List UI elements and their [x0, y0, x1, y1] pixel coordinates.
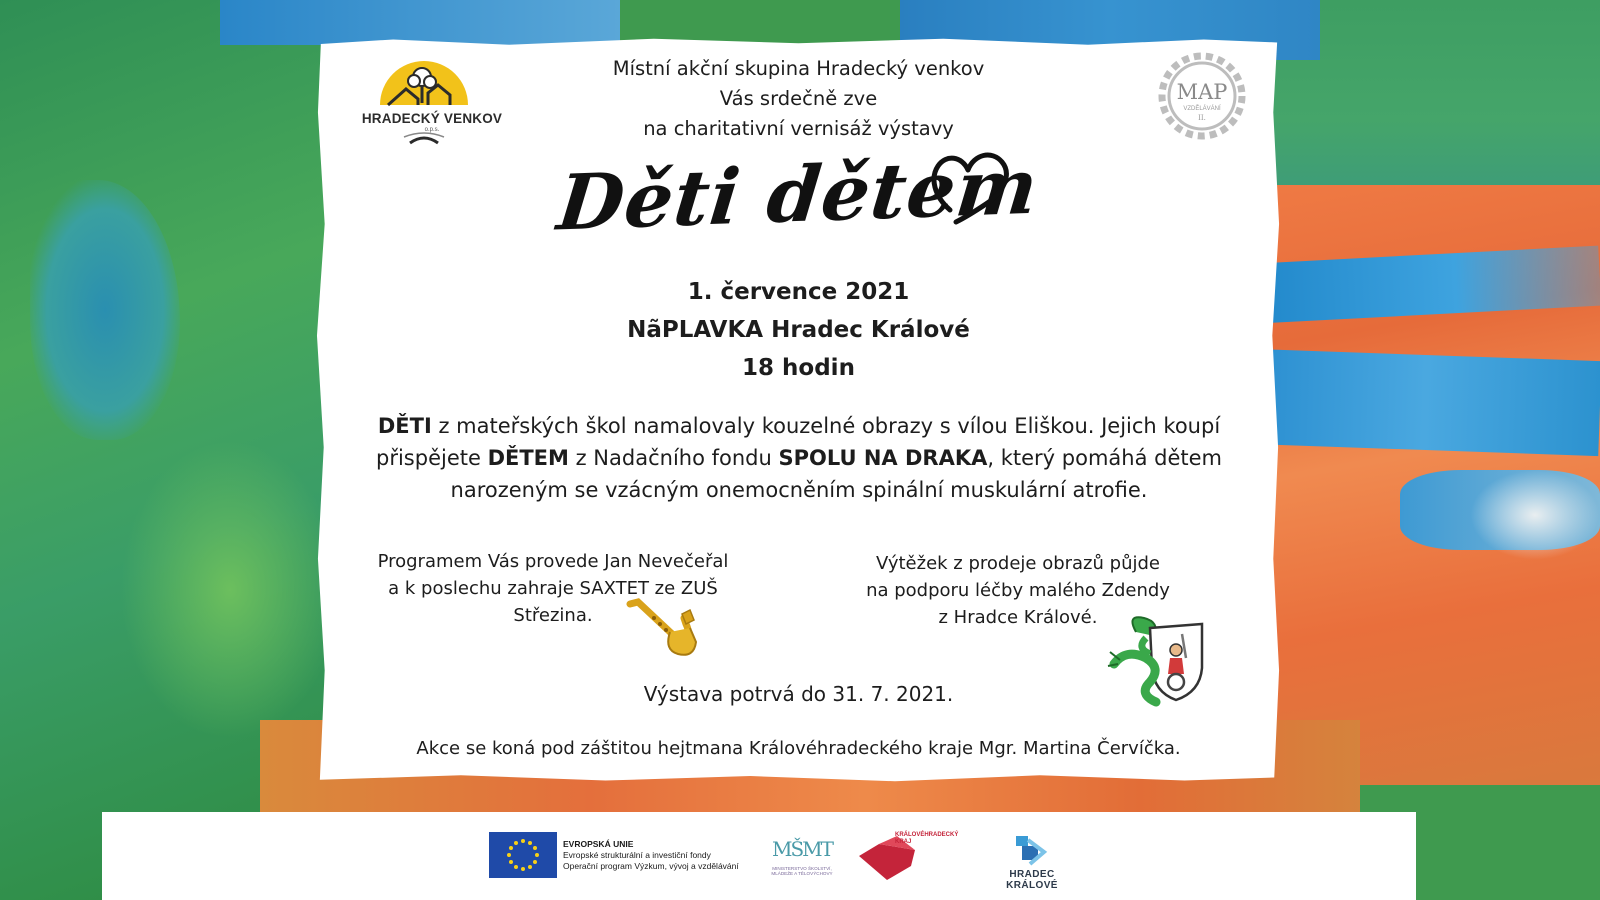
description-bold-detem: DĚTEM — [487, 446, 569, 470]
map-logo-sublabel: VZDĚLÁVÁNÍ — [1183, 106, 1221, 112]
program-line-2: a k poslechu zahraje SAXTET ze ZUŠ — [388, 578, 718, 599]
paint-top-left-blue — [220, 0, 620, 45]
event-description — [352, 410, 1246, 506]
paint-light-green — [120, 440, 340, 740]
event-time: 18 hodin — [742, 355, 855, 381]
description-bold-deti: DĚTI — [377, 414, 432, 438]
eu-stars-icon — [489, 832, 557, 878]
event-place: NãPLAVKA Hradec Králové — [627, 317, 970, 343]
map-logo-label: MAP — [1176, 80, 1228, 104]
heart-icon — [930, 148, 1012, 226]
description-text-1: z mateřských škol namalovaly kouzelné obrazy s vílou Eliškou. Jejich koupí přispějete — [376, 414, 1221, 470]
proceeds-line-1: Výtěžek z prodeje obrazů půjde — [876, 553, 1160, 574]
hradec-kralove-label: HRADEC KRÁLOVÉ — [1006, 869, 1058, 891]
msmt-label-line-2: MLÁDEŽE A TĚLOVÝCHOVY — [771, 871, 833, 876]
description-bold-spolu-na-draka: SPOLU NA DRAKA — [778, 446, 988, 470]
description-text-3: , který pomáhá dětem narozeným se vzácným onemocněním spinální muskulární atrofie. — [450, 446, 1222, 502]
event-date: 1. července 2021 — [687, 279, 910, 305]
svg-text:MŠMT: MŠMT — [772, 837, 832, 861]
eu-program-line: Operační program Výzkum, vývoj a vzdělávání — [563, 861, 739, 871]
hradec-kralove-logo — [982, 832, 1082, 891]
exhibition-duration: Výstava potrvá do 31. 7. 2021. — [643, 682, 954, 706]
patronage-note: Akce se koná pod záštitou hejtmana Královéhradeckého kraje Mgr. Martina Červíčka. — [416, 738, 1181, 759]
saxophone-icon — [624, 598, 704, 660]
exhibition-title — [316, 141, 1281, 260]
msmt-label-line-1: MINISTERSTVO ŠKOLSTVÍ, — [772, 866, 832, 871]
map-logo-number: II. — [1198, 114, 1206, 122]
paint-white-streak — [1470, 470, 1600, 560]
paint-right-blue-2 — [1248, 349, 1600, 456]
msmt-emblem-icon — [757, 834, 847, 866]
intro-line-3: na charitativní vernisáž výstavy — [643, 117, 954, 140]
hradecky-venkov-logo-label: HRADECKÝ VENKOV — [361, 111, 503, 126]
kralovehradecky-kraj-logo — [857, 832, 961, 882]
hradec-kralove-emblem-icon — [982, 832, 1082, 868]
eu-funds-line: Evropské strukturální a investiční fondy — [563, 850, 711, 860]
proceeds-line-3: z Hradce Králové. — [938, 607, 1098, 628]
program-line-1: Programem Vás provede Jan Nevečeřal — [377, 551, 729, 572]
program-line-3: Střezina. — [513, 605, 593, 626]
kraj-label-line-2: KRAJ — [895, 839, 912, 845]
hradecky-venkov-logo-sublabel: o.p.s. — [424, 127, 440, 133]
eu-title: EVROPSKÁ UNIE — [563, 839, 634, 849]
intro-line-2: Vás srdečně zve — [719, 87, 878, 110]
exhibition-title-text: Děti dětem — [553, 141, 1044, 248]
invitation-intro — [316, 54, 1281, 144]
kraj-label-line-1: KRÁLOVÉHRADECKÝ — [895, 832, 959, 838]
msmt-logo — [757, 834, 847, 880]
intro-line-1: Místní akční skupina Hradecký venkov — [612, 57, 985, 80]
eu-flag-icon — [489, 832, 557, 878]
proceeds-line-2: na podporu léčby malého Zdendy — [866, 580, 1170, 601]
event-details — [316, 273, 1281, 387]
description-text-2: z Nadačního fondu — [568, 446, 779, 470]
eu-funding-text — [563, 839, 739, 872]
